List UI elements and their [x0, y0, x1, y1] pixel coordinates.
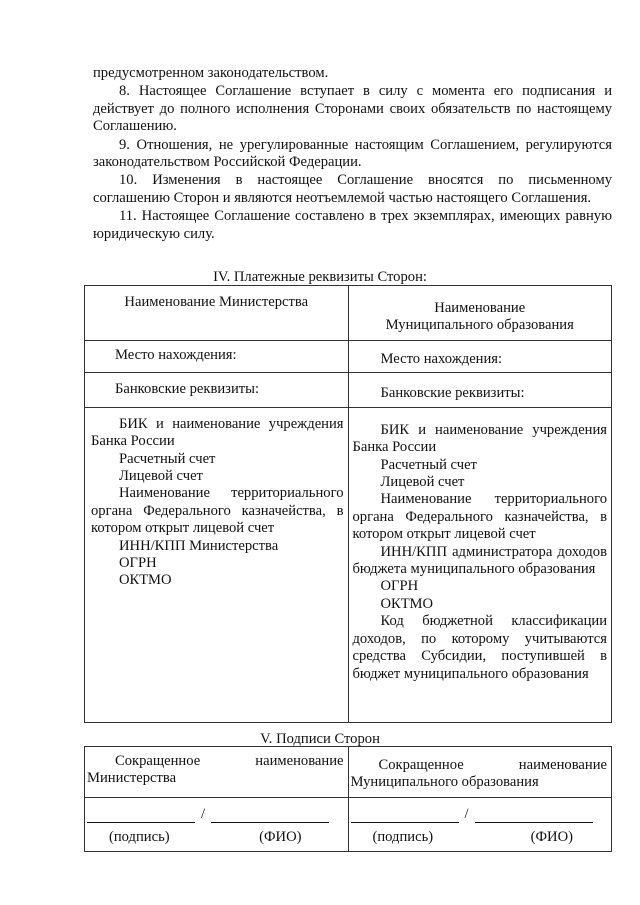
left-signature-captions	[87, 823, 346, 846]
table-row	[85, 798, 612, 852]
left-fio-caption: (ФИО)	[259, 829, 302, 846]
right-location-label: Место нахождения:	[380, 351, 503, 367]
right-detail-bik: БИК и наименование учреждения Банка России	[352, 421, 607, 456]
left-location-cell	[85, 341, 349, 373]
table-row	[85, 407, 612, 722]
paragraph-9: 9. Отношения, не урегулированные настоящим Соглашением, регулируются законодательством Российской Федерации.	[93, 136, 612, 171]
table-row	[85, 747, 612, 798]
ministry-name-header: Наименование Министерства	[124, 294, 309, 310]
left-detail-personal-account: Лицевой счет	[119, 468, 203, 485]
right-detail-personal-account: Лицевой счет	[380, 474, 465, 491]
right-detail-oktmo: ОКТМО	[380, 595, 434, 612]
right-sign-caption: (подпись)	[372, 829, 434, 846]
right-fio-caption: (ФИО)	[530, 829, 573, 846]
right-fio-blank	[475, 808, 593, 823]
left-sign-caption: (подпись)	[109, 829, 170, 846]
left-party-name-cell	[85, 747, 349, 798]
left-detail-account: Расчетный счет	[119, 450, 216, 467]
right-signature-captions	[351, 823, 610, 846]
paragraph-11: 11. Настоящее Соглашение составлено в трех экземплярах, имеющих равную юридическую силу.	[93, 208, 612, 242]
section-5-title: V. Подписи Сторон	[260, 731, 380, 747]
table-row	[85, 286, 612, 341]
left-detail-ogrn: ОГРН	[119, 555, 157, 572]
right-signature-line	[351, 806, 610, 823]
left-bank-cell	[85, 373, 349, 407]
left-detail-treasury: Наименование территориального органа Федерального казначейства, в котором открыт лицевой счет	[91, 485, 344, 537]
right-slash: /	[464, 806, 469, 822]
left-bank-label: Банковские реквизиты:	[115, 381, 259, 398]
municipality-name-header-1: Наименование	[434, 300, 526, 316]
left-details-cell	[85, 407, 349, 722]
right-detail-ogrn: ОГРН	[380, 578, 419, 595]
signatures-table	[84, 746, 612, 852]
left-signature-blank	[87, 808, 195, 823]
right-detail-kbk: Код бюджетной классификации доходов, по которому учитываются средства Субсидии, поступившей в бюджет муниципального образования	[352, 613, 607, 682]
right-bank-label: Банковские реквизиты:	[380, 385, 525, 402]
ministry-short-name: Сокращенное наименование Министерства	[87, 753, 344, 787]
left-detail-inn: ИНН/КПП Министерства	[119, 537, 279, 554]
left-location-label: Место нахождения:	[115, 347, 237, 363]
right-signature-blank	[351, 808, 459, 823]
left-detail-oktmo: ОКТМО	[119, 572, 172, 589]
left-header-cell	[85, 286, 349, 341]
table-row	[85, 341, 612, 373]
paragraph-10: 10. Изменения в настоящее Соглашение вносятся по письменному соглашению Сторон и являются неотъемлемой частью настоящего Соглашения.	[93, 172, 612, 206]
right-signature-cell	[348, 798, 612, 852]
closing-paragraphs	[93, 65, 612, 243]
right-location-cell	[348, 341, 612, 373]
section-4-title: IV. Платежные реквизиты Сторон:	[213, 269, 427, 285]
right-party-name-cell	[348, 747, 612, 798]
left-signature-line	[87, 806, 346, 823]
left-signature-cell	[85, 798, 349, 852]
left-fio-blank	[211, 808, 329, 823]
paragraph-8: 8. Настоящее Соглашение вступает в силу с момента его подписания и действует до полного исполнения Сторонами своих обязательств по настоящему Соглашению.	[93, 83, 612, 135]
left-slash: /	[201, 806, 206, 822]
right-details-cell	[348, 407, 612, 722]
paragraph-continuation: предусмотренном законодательством.	[93, 65, 329, 81]
municipality-short-name: Сокращенное наименование Муниципального образования	[350, 757, 607, 791]
right-bank-cell	[348, 373, 612, 407]
left-detail-bik: БИК и наименование учреждения Банка России	[91, 415, 344, 450]
payment-details-table	[84, 285, 612, 723]
right-header-cell	[348, 286, 612, 341]
right-detail-account: Расчетный счет	[380, 456, 477, 473]
right-detail-inn: ИНН/КПП администратора доходов бюджета муниципального образования	[352, 543, 607, 578]
municipality-name-header-2: Муниципального образования	[385, 317, 574, 334]
right-detail-treasury: Наименование территориального органа Федерального казначейства, в котором открыт лицевой счет	[352, 491, 607, 543]
table-row	[85, 373, 612, 407]
